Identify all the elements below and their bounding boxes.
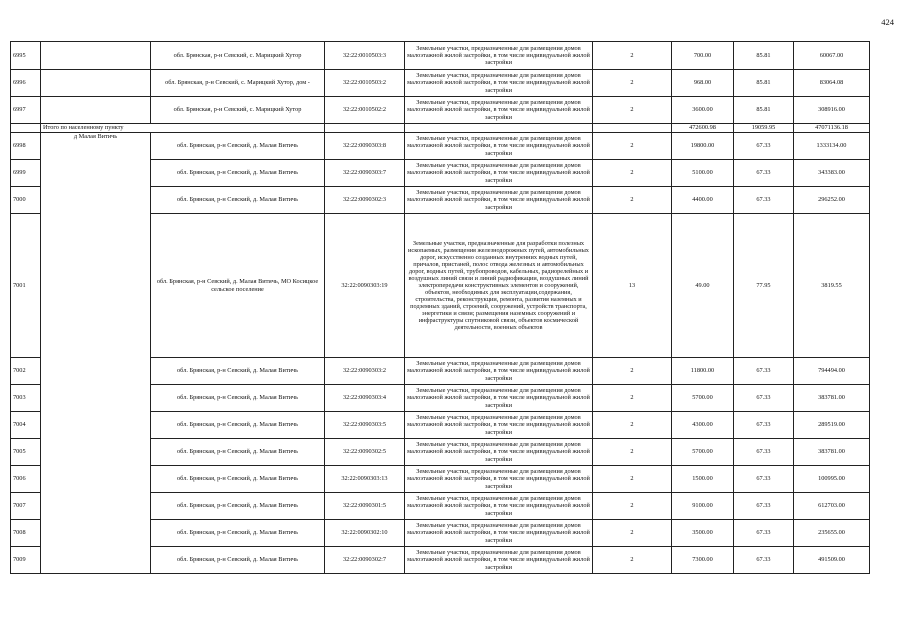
class-cell: 13 — [593, 214, 672, 358]
class-cell: 2 — [593, 493, 672, 520]
address-cell: обл. Брянская, р-н Севский, с. Марицкий Хутор — [151, 42, 325, 70]
class-cell: 2 — [593, 133, 672, 160]
cadastral-number-cell: 32:22:0010502:2 — [325, 97, 405, 124]
purpose-cell: Земельные участки, предназначенные для размещения домов малоэтажной жилой застройки, в том числе индивидуальной жилой застройки — [405, 520, 593, 547]
rate-cell: 67.33 — [734, 160, 794, 187]
purpose-cell: Земельные участки, предназначенные для размещения домов малоэтажной жилой застройки, в том числе индивидуальной жилой застройки — [405, 133, 593, 160]
address-cell: обл. Брянская, р-н Севский, д. Малая Витичь — [151, 493, 325, 520]
table-row — [11, 97, 870, 124]
rate-cell: 67.33 — [734, 385, 794, 412]
area-cell: 700.00 — [672, 42, 734, 70]
class-cell: 2 — [593, 42, 672, 70]
cadastral-number-cell: 32:22:0090303:19 — [325, 214, 405, 358]
value-cell: 308916.00 — [794, 97, 870, 124]
cadastral-number-cell: 32:22:0010503:3 — [325, 42, 405, 70]
area-cell: 4400.00 — [672, 187, 734, 214]
address-cell: обл. Брянская, р-н Севский, д. Малая Витичь — [151, 412, 325, 439]
purpose-cell: Земельные участки, предназначенные для размещения домов малоэтажной жилой застройки, в том числе индивидуальной жилой застройки — [405, 70, 593, 97]
row-number: 7001 — [11, 214, 41, 358]
class-cell: 2 — [593, 412, 672, 439]
empty-cell — [325, 124, 405, 133]
purpose-cell: Земельные участки, предназначенные для размещения домов малоэтажной жилой застройки, в том числе индивидуальной жилой застройки — [405, 493, 593, 520]
rate-cell: 85.81 — [734, 97, 794, 124]
value-cell: 100995.00 — [794, 466, 870, 493]
address-cell: обл. Брянская, р-н Севский, д. Малая Витичь — [151, 439, 325, 466]
value-cell: 383781.00 — [794, 439, 870, 466]
area-cell: 5700.00 — [672, 385, 734, 412]
cadastral-number-cell: 32:22:0090303:2 — [325, 358, 405, 385]
purpose-cell: Земельные участки, предназначенные для размещения домов малоэтажной жилой застройки, в том числе индивидуальной жилой застройки — [405, 97, 593, 124]
value-cell: 383781.00 — [794, 385, 870, 412]
purpose-cell: Земельные участки, предназначенные для размещения домов малоэтажной жилой застройки, в том числе индивидуальной жилой застройки — [405, 466, 593, 493]
locality-label: д Малая Витичь — [41, 133, 151, 574]
purpose-cell: Земельные участки, предназначенные для размещения домов малоэтажной жилой застройки, в том числе индивидуальной жилой застройки — [405, 412, 593, 439]
value-cell: 3819.55 — [794, 214, 870, 358]
class-cell: 2 — [593, 385, 672, 412]
row-number: 7007 — [11, 493, 41, 520]
rate-cell: 85.81 — [734, 42, 794, 70]
area-cell: 49.00 — [672, 214, 734, 358]
row-number: 7003 — [11, 385, 41, 412]
rate-cell: 67.33 — [734, 187, 794, 214]
table-row — [11, 70, 870, 97]
class-cell: 2 — [593, 358, 672, 385]
rate-cell: 67.33 — [734, 547, 794, 574]
row-number: 7006 — [11, 466, 41, 493]
value-cell: 235655.00 — [794, 520, 870, 547]
purpose-cell: Земельные участки, предназначенные для размещения домов малоэтажной жилой застройки, в том числе индивидуальной жилой застройки — [405, 187, 593, 214]
class-cell: 2 — [593, 520, 672, 547]
cadastral-number-cell: 32:22:0090303:8 — [325, 133, 405, 160]
area-cell: 7300.00 — [672, 547, 734, 574]
total-label: Итого по населенному пункту — [41, 124, 325, 133]
row-number: 6998 — [11, 133, 41, 160]
class-cell: 2 — [593, 547, 672, 574]
purpose-cell: Земельные участки, предназначенные для размещения домов малоэтажной жилой застройки, в том числе индивидуальной жилой застройки — [405, 42, 593, 70]
value-cell: 83064.08 — [794, 70, 870, 97]
empty-cell — [11, 124, 41, 133]
total-area: 472600.98 — [672, 124, 734, 133]
purpose-cell: Земельные участки, предназначенные для размещения домов малоэтажной жилой застройки, в том числе индивидуальной жилой застройки — [405, 547, 593, 574]
value-cell: 289519.00 — [794, 412, 870, 439]
address-cell: обл. Брянская, р-н Севский, д. Малая Витичь — [151, 520, 325, 547]
address-cell: обл. Брянская, р-н Севский, с. Марицкий Хутор — [151, 97, 325, 124]
empty-cell — [593, 124, 672, 133]
cadastral-number-cell: 32:22:0090302:10 — [325, 520, 405, 547]
cadastral-number-cell: 32:22:0090302:5 — [325, 439, 405, 466]
rate-cell: 67.33 — [734, 466, 794, 493]
address-cell: обл. Брянская, р-н Севский, д. Малая Витичь — [151, 358, 325, 385]
area-cell: 5700.00 — [672, 439, 734, 466]
purpose-cell: Земельные участки, предназначенные для разработки полезных ископаемых, размещения железнодорожных путей, автомобильных дорог, искусственно созданных внутренних водных путей, причалов, пристаней, полос отвода железных и автомобильных дорог, водных путей, трубопроводов, кабельных, радиорелейных и воздушных линий связи и линий радиофикации, воздушных линий электропередачи конструктивных элементов и сооружений, объектов, необходимых для эксплуатации,содержания, строительства, реконструкции, ремонта, развития наземных и подземных зданий, строений, сооружений, устройств транспорта, энергетики и связи; размещения наземных сооружений и инфраструктуры спутниковой связи, объектов космической деятельности, военных объектов — [405, 214, 593, 358]
area-cell: 4300.00 — [672, 412, 734, 439]
locality-total-row — [11, 124, 870, 133]
rate-cell: 67.33 — [734, 439, 794, 466]
row-number: 7002 — [11, 358, 41, 385]
address-cell: обл. Брянская, р-н Севский, д. Малая Витичь — [151, 547, 325, 574]
row-number: 7008 — [11, 520, 41, 547]
row-number: 6995 — [11, 42, 41, 70]
cadastral-number-cell: 32:22:0090303:13 — [325, 466, 405, 493]
cadastral-number-cell: 32:22:0090302:7 — [325, 547, 405, 574]
area-cell: 5100.00 — [672, 160, 734, 187]
empty-cell — [405, 124, 593, 133]
value-cell: 612703.00 — [794, 493, 870, 520]
rate-cell: 67.33 — [734, 358, 794, 385]
value-cell: 343383.00 — [794, 160, 870, 187]
rate-cell: 67.33 — [734, 493, 794, 520]
row-number: 6997 — [11, 97, 41, 124]
row-number: 7000 — [11, 187, 41, 214]
page-number: 424 — [881, 17, 894, 27]
row-number: 6996 — [11, 70, 41, 97]
rate-cell: 67.33 — [734, 520, 794, 547]
value-cell: 296252.00 — [794, 187, 870, 214]
cadastral-value-table — [10, 41, 870, 574]
address-cell: обл. Брянская, р-н Севский, д. Малая Витичь — [151, 466, 325, 493]
cadastral-number-cell: 32:22:0010503:2 — [325, 70, 405, 97]
total-rate: 19059.95 — [734, 124, 794, 133]
rate-cell: 67.33 — [734, 412, 794, 439]
class-cell: 2 — [593, 97, 672, 124]
class-cell: 2 — [593, 466, 672, 493]
purpose-cell: Земельные участки, предназначенные для размещения домов малоэтажной жилой застройки, в том числе индивидуальной жилой застройки — [405, 439, 593, 466]
cadastral-number-cell: 32:22:0090303:5 — [325, 412, 405, 439]
address-cell: обл. Брянская, р-н Севский, д. Малая Витичь, МО Косицкое сельское поселение — [151, 214, 325, 358]
area-cell: 1500.00 — [672, 466, 734, 493]
class-cell: 2 — [593, 187, 672, 214]
value-cell: 794494.00 — [794, 358, 870, 385]
empty-cell — [41, 97, 151, 124]
row-number: 7005 — [11, 439, 41, 466]
purpose-cell: Земельные участки, предназначенные для размещения домов малоэтажной жилой застройки, в том числе индивидуальной жилой застройки — [405, 358, 593, 385]
class-cell: 2 — [593, 439, 672, 466]
purpose-cell: Земельные участки, предназначенные для размещения домов малоэтажной жилой застройки, в том числе индивидуальной жилой застройки — [405, 160, 593, 187]
cadastral-number-cell: 32:22:0090301:5 — [325, 493, 405, 520]
address-cell: обл. Брянская, р-н Севский, с. Марицкий Хутор, дом - — [151, 70, 325, 97]
area-cell: 19800.00 — [672, 133, 734, 160]
empty-cell — [41, 70, 151, 97]
cadastral-number-cell: 32:22:0090303:4 — [325, 385, 405, 412]
address-cell: обл. Брянская, р-н Севский, д. Малая Витичь — [151, 187, 325, 214]
address-cell: обл. Брянская, р-н Севский, д. Малая Витичь — [151, 385, 325, 412]
value-cell: 1333134.00 — [794, 133, 870, 160]
area-cell: 968.00 — [672, 70, 734, 97]
area-cell: 3600.00 — [672, 97, 734, 124]
rate-cell: 85.81 — [734, 70, 794, 97]
empty-cell — [41, 42, 151, 70]
area-cell: 9100.00 — [672, 493, 734, 520]
purpose-cell: Земельные участки, предназначенные для размещения домов малоэтажной жилой застройки, в том числе индивидуальной жилой застройки — [405, 385, 593, 412]
rate-cell: 67.33 — [734, 133, 794, 160]
table-row — [11, 133, 870, 160]
value-cell: 60067.00 — [794, 42, 870, 70]
total-value: 47071136.18 — [794, 124, 870, 133]
value-cell: 491509.00 — [794, 547, 870, 574]
address-cell: обл. Брянская, р-н Севский, д. Малая Витичь — [151, 133, 325, 160]
rate-cell: 77.95 — [734, 214, 794, 358]
area-cell: 3500.00 — [672, 520, 734, 547]
row-number: 7009 — [11, 547, 41, 574]
table-row — [11, 42, 870, 70]
address-cell: обл. Брянская, р-н Севский, д. Малая Витичь — [151, 160, 325, 187]
cadastral-number-cell: 32:22:0090303:7 — [325, 160, 405, 187]
area-cell: 11800.00 — [672, 358, 734, 385]
row-number: 6999 — [11, 160, 41, 187]
class-cell: 2 — [593, 160, 672, 187]
cadastral-number-cell: 32:22:0090302:3 — [325, 187, 405, 214]
row-number: 7004 — [11, 412, 41, 439]
class-cell: 2 — [593, 70, 672, 97]
